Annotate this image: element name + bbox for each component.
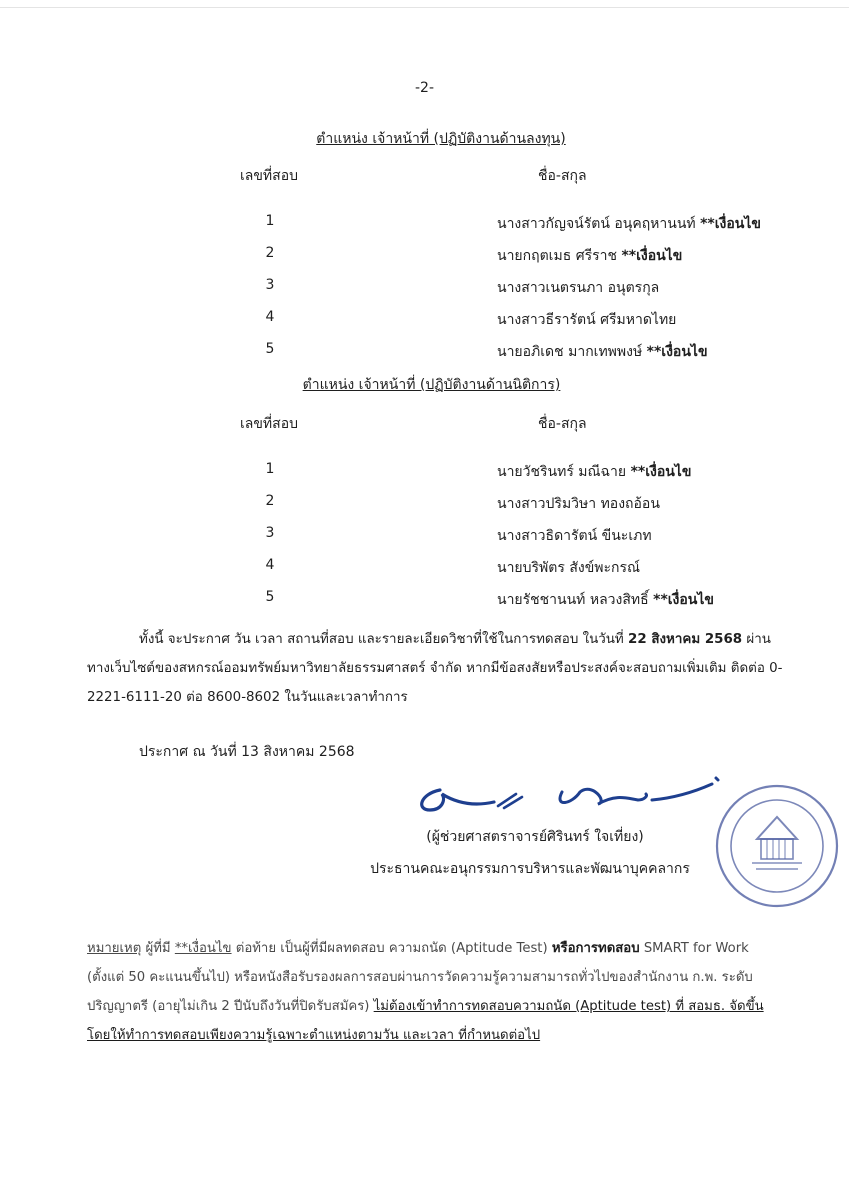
candidate-name: นางสาวกัญจน์รัตน์ อนุคฤหานนท์ xyxy=(497,216,696,232)
exam-number: 4 xyxy=(265,309,275,325)
candidate-row xyxy=(497,589,714,611)
remark-bold-text: หรือการทดสอบ xyxy=(551,941,640,956)
candidate-name: นางสาวปริมวิษา ทองถอ้อน xyxy=(497,496,660,512)
exam-number: 4 xyxy=(265,557,275,573)
exam-number: 5 xyxy=(265,589,275,605)
candidate-name: นายรัชชานนท์ หลวงสิทธิ์ xyxy=(497,592,649,608)
exam-number: 5 xyxy=(265,341,275,357)
column-header-name: ชื่อ-สกุล xyxy=(538,168,587,184)
exam-number: 2 xyxy=(265,245,275,261)
remark-underlined-text: ไม่ต้องเข้าทำการทดสอบความถนัด (Aptitude test) ที่ สอมธ. จัดขึ้น โดยให้ทำการทดสอบเพียงความรู้เฉพาะตำแหน่งตามวัน และเวลา ที่กำหนดต่อไป xyxy=(87,999,764,1043)
university-seal-stamp xyxy=(712,781,842,911)
remark-paragraph xyxy=(87,934,787,1050)
exam-number: 1 xyxy=(265,213,275,229)
candidate-row xyxy=(497,277,659,299)
paragraph-text-cont: ผ่านทางเว็บไซต์ของสหกรณ์ออมทรัพย์มหาวิทยาลัยธรรมศาสตร์ จำกัด หากมีข้อสงสัยหรือประสงค์จะสอบถามเพิ่มเติม ติดต่อ 0-2221-6111-20 ต่อ 8600-8602 ในวันและเวลาทำการ xyxy=(87,632,783,705)
candidate-name: นายกฤตเมธ ศรีราช xyxy=(497,248,617,264)
paragraph-text: ทั้งนี้ จะประกาศ วัน เวลา สถานที่สอบ และรายละเอียดวิชาที่ใช้ในการทดสอบ ในวันที่ xyxy=(139,632,624,647)
section-title-legal: ตำแหน่ง เจ้าหน้าที่ (ปฏิบัติงานด้านนิติการ) xyxy=(302,377,561,393)
page-number: -2- xyxy=(414,80,434,96)
candidate-row xyxy=(497,213,761,235)
exam-number: 3 xyxy=(265,277,275,293)
scan-edge-line xyxy=(0,7,849,8)
condition-mark: **เงื่อนไข xyxy=(630,464,692,480)
remark-text: ต่อท้าย เป็นผู้ที่มีผลทดสอบ ความถนัด (Aptitude Test) xyxy=(235,941,548,956)
remark-text: ผู้ที่มี xyxy=(145,941,171,956)
condition-mark: **เงื่อนไข xyxy=(700,216,761,232)
condition-mark: **เงื่อนไข xyxy=(174,941,232,956)
candidate-name: นางสาวเนตรนภา อนุตรกุล xyxy=(497,280,660,296)
exam-detail-date: 22 สิงหาคม 2568 xyxy=(628,632,743,647)
signer-position: ประธานคณะอนุกรรมการบริหารและพัฒนาบุคคลากร xyxy=(370,861,690,877)
condition-mark: **เงื่อนไข xyxy=(653,592,714,608)
candidate-row xyxy=(497,309,676,331)
column-header-name: ชื่อ-สกุล xyxy=(538,416,587,432)
candidate-row xyxy=(497,557,640,579)
candidate-name: นายวัชรินทร์ มณีฉาย xyxy=(497,464,627,480)
signer-name: (ผู้ช่วยศาสตราจารย์ศิรินทร์ ใจเที่ยง) xyxy=(426,829,644,845)
column-header-number: เลขที่สอบ xyxy=(240,416,299,432)
column-header-number: เลขที่สอบ xyxy=(240,168,299,184)
candidate-row xyxy=(497,245,682,267)
announcement-date: ประกาศ ณ วันที่ 13 สิงหาคม 2568 xyxy=(139,744,355,760)
candidate-name: นางสาวธิดารัตน์ ขีนะเภท xyxy=(497,528,652,544)
condition-mark: **เงื่อนไข xyxy=(646,344,708,360)
candidate-row xyxy=(497,525,652,547)
candidate-name: นายอภิเดช มากเทพพงษ์ xyxy=(497,344,643,360)
signature-image xyxy=(412,770,722,830)
condition-mark: **เงื่อนไข xyxy=(621,248,683,264)
remark-label: หมายเหตุ xyxy=(87,941,142,956)
announcement-paragraph xyxy=(87,625,787,712)
candidate-name: นางสาวธีรารัตน์ ศรีมหาดไทย xyxy=(497,312,677,328)
remark-text: SMART for Work (ตั้งแต่ 50 คะแนนขึ้นไป) หรือหนังสือรับรองผลการสอบผ่านการวัดความรู้ความสามารถทั่วไปของสำนักงาน ก.พ. ระดับปริญญาตรี (อายุไม่เกิน 2 ปีนับถึงวันที่ปิดรับสมัคร) xyxy=(87,941,753,1014)
exam-number: 3 xyxy=(265,525,275,541)
exam-number: 2 xyxy=(265,493,275,509)
exam-number: 1 xyxy=(265,461,275,477)
candidate-row xyxy=(497,461,691,483)
candidate-row xyxy=(497,493,660,515)
candidate-row xyxy=(497,341,708,363)
candidate-name: นายบริพัตร สังข์พะกรณ์ xyxy=(497,560,641,576)
section-title-investment: ตำแหน่ง เจ้าหน้าที่ (ปฏิบัติงานด้านลงทุน) xyxy=(316,131,566,147)
